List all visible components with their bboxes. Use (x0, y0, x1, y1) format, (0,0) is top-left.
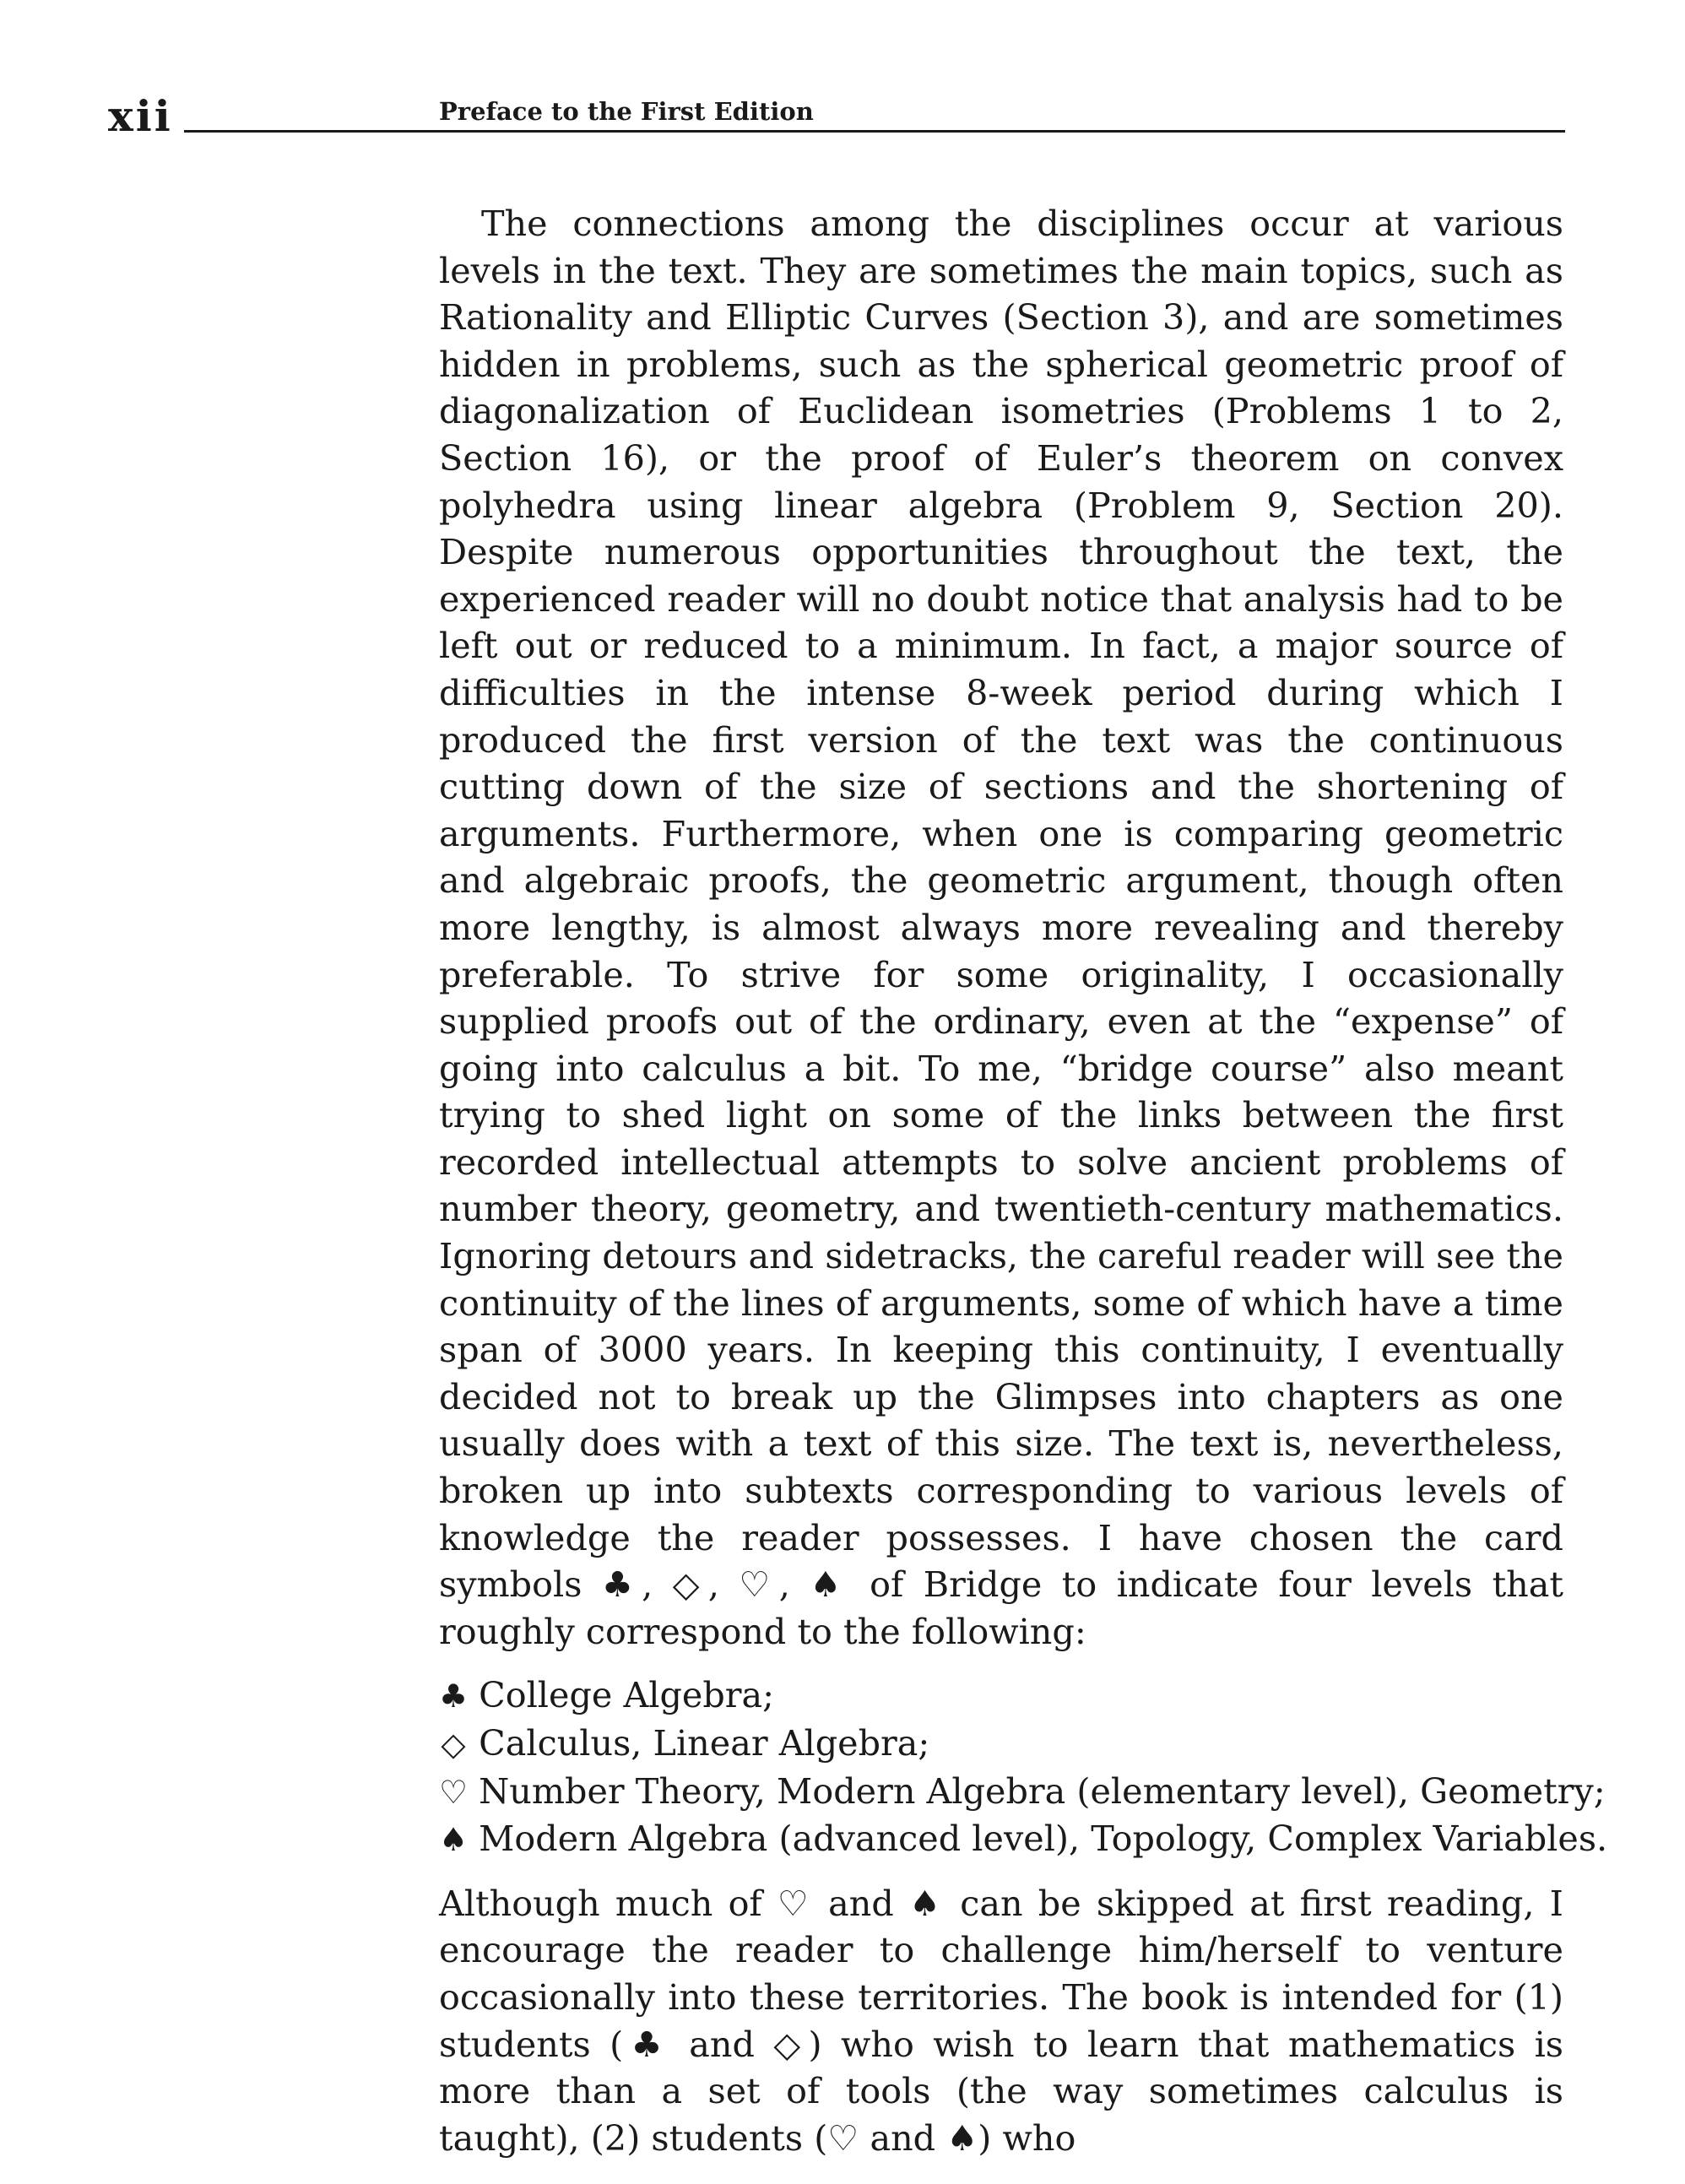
level-label: College Algebra; (479, 1675, 775, 1716)
spade-icon: ♠ (439, 1821, 469, 1859)
level-label: Calculus, Linear Algebra; (479, 1723, 930, 1764)
level-item-diamond (439, 1721, 1563, 1769)
running-head: Preface to the First Edition (439, 97, 814, 126)
paragraph-2: Although much of ♡ and ♠ can be skipped at first reading, I encourage the reader to challenge him/herself to venture occasionally into these territories. The book is intended for (1) students (♣ and ◇) who wish to learn that mathematics is more than a set of tools (the way sometimes calculus is taught), (2) students (♡ and ♠) who (439, 1883, 1563, 2159)
diamond-icon: ◇ (441, 1726, 466, 1763)
level-label: Modern Algebra (advanced level), Topology, Complex Variables. (479, 1818, 1608, 1860)
heart-icon: ♡ (439, 1773, 469, 1811)
level-item-heart (439, 1769, 1606, 1817)
level-item-club (439, 1672, 1563, 1721)
body-text (439, 201, 1608, 2162)
level-list (439, 1672, 1608, 1863)
paragraph-1: The connections among the disciplines occur at various levels in the text. They are sometimes the main topics, such as Rationality and Elliptic Curves (Section 3), and are sometimes hidden in problems, such as the spherical geometric proof of diagonalization of Euclidean isometries (Problems 1 to 2, Section 16), or the proof of Euler’s theorem on convex polyhedra using linear algebra (Problem 9, Section 20). Despite numerous opportunities throughout the text, the experienced reader will no doubt notice that analysis had to be left out or reduced to a minimum. In fact, a major source of difficulties in the intense 8-week period during which I produced the first version of the text was the continuous cutting down of the size of sections and the shortening of arguments. Furthermore, when one is comparing geometric and algebraic proofs, the geometric argument, though often more lengthy, is almost always more revealing and thereby preferable. To strive for some originality, I occasionally supplied proofs out of the ordinary, even at the “expense” of going into calculus a bit. To me, “bridge course” also meant trying to shed light on some of the links between the first recorded intellectual attempts to solve ancient problems of number theory, geometry, and twentieth-century mathematics. Ignoring detours and sidetracks, the careful reader will see the continuity of the lines of arguments, some of which have a time span of 3000 years. In keeping this continuity, I eventually decided not to break up the Glimpses into chapters as one usually does with a text of this size. The text is, nevertheless, broken up into subtexts corresponding to various levels of knowledge the reader possesses. I have chosen the card symbols ♣, ◇, ♡, ♠ of Bridge to indicate four levels that roughly correspond to the following: (439, 203, 1563, 1652)
level-label: Number Theory, Modern Algebra (elementary level), Geometry; (479, 1770, 1606, 1812)
page-number: xii (108, 91, 173, 141)
header-rule (184, 130, 1565, 133)
level-item-spade (439, 1816, 1608, 1864)
club-icon: ♣ (439, 1677, 469, 1715)
